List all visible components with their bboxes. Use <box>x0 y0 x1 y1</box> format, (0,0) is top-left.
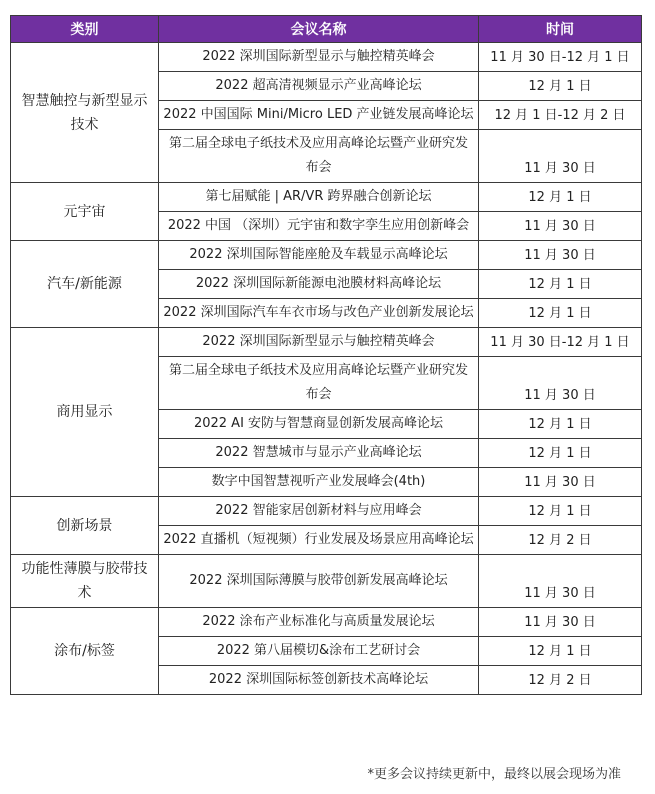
meeting-name-cell: 2022 深圳国际标签创新技术高峰论坛 <box>159 666 479 695</box>
table-body <box>11 43 642 695</box>
meeting-name-cell: 2022 第八届模切&涂布工艺研讨会 <box>159 637 479 666</box>
table-row <box>11 328 642 357</box>
table-row <box>11 608 642 637</box>
category-cell: 功能性薄膜与胶带技术 <box>11 555 159 608</box>
meeting-time-cell: 12 月 2 日 <box>479 666 642 695</box>
footnote-text: *更多会议持续更新中，最终以展会现场为准 <box>367 767 621 782</box>
meeting-name-cell: 2022 深圳国际薄膜与胶带创新发展高峰论坛 <box>159 555 479 608</box>
meeting-time-cell: 11 月 30 日 <box>479 468 642 497</box>
meeting-name-cell: 2022 深圳国际汽车车衣市场与改色产业创新发展论坛 <box>159 299 479 328</box>
table-header-row <box>11 16 642 43</box>
meeting-time-cell: 12 月 1 日 <box>479 637 642 666</box>
meeting-name-cell: 2022 深圳国际智能座舱及车载显示高峰论坛 <box>159 241 479 270</box>
meeting-name-cell: 2022 深圳国际新能源电池膜材料高峰论坛 <box>159 270 479 299</box>
category-cell: 元宇宙 <box>11 183 159 241</box>
meeting-name-cell: 2022 AI 安防与智慧商显创新发展高峰论坛 <box>159 410 479 439</box>
meeting-time-cell: 12 月 1 日 <box>479 439 642 468</box>
meeting-time-cell: 11 月 30 日 <box>479 212 642 241</box>
category-cell: 智慧触控与新型显示技术 <box>11 43 159 183</box>
category-cell: 创新场景 <box>11 497 159 555</box>
category-cell: 涂布/标签 <box>11 608 159 695</box>
table-row <box>11 555 642 608</box>
conference-schedule-table <box>10 15 642 695</box>
meeting-name-cell: 2022 直播机（短视频）行业发展及场景应用高峰论坛 <box>159 526 479 555</box>
meeting-time-cell: 11 月 30 日 <box>479 555 642 608</box>
table-row <box>11 497 642 526</box>
meeting-time-cell: 12 月 2 日 <box>479 526 642 555</box>
meeting-name-cell: 2022 深圳国际新型显示与触控精英峰会 <box>159 43 479 72</box>
meeting-name-cell: 2022 智慧城市与显示产业高峰论坛 <box>159 439 479 468</box>
meeting-name-cell: 2022 涂布产业标准化与高质量发展论坛 <box>159 608 479 637</box>
meeting-time-cell: 11 月 30 日 <box>479 130 642 183</box>
category-cell: 商用显示 <box>11 328 159 497</box>
meeting-name-cell: 2022 中国 （深圳）元宇宙和数字孪生应用创新峰会 <box>159 212 479 241</box>
meeting-name-cell: 2022 深圳国际新型显示与触控精英峰会 <box>159 328 479 357</box>
meeting-time-cell: 11 月 30 日-12 月 1 日 <box>479 43 642 72</box>
meeting-time-cell: 12 月 1 日 <box>479 497 642 526</box>
category-cell: 汽车/新能源 <box>11 241 159 328</box>
meeting-name-cell: 2022 中国国际 Mini/Micro LED 产业链发展高峰论坛 <box>159 101 479 130</box>
meeting-name-cell: 2022 超高清视频显示产业高峰论坛 <box>159 72 479 101</box>
meeting-time-cell: 12 月 1 日-12 月 2 日 <box>479 101 642 130</box>
time-column-header: 时间 <box>479 16 642 43</box>
meeting-column-header: 会议名称 <box>159 16 479 43</box>
meeting-time-cell: 12 月 1 日 <box>479 299 642 328</box>
meeting-time-cell: 11 月 30 日 <box>479 608 642 637</box>
category-column-header: 类别 <box>11 16 159 43</box>
meeting-time-cell: 12 月 1 日 <box>479 270 642 299</box>
meeting-time-cell: 12 月 1 日 <box>479 72 642 101</box>
meeting-time-cell: 12 月 1 日 <box>479 183 642 212</box>
table-row <box>11 241 642 270</box>
meeting-time-cell: 11 月 30 日 <box>479 357 642 410</box>
meeting-time-cell: 11 月 30 日-12 月 1 日 <box>479 328 642 357</box>
table-row <box>11 183 642 212</box>
meeting-time-cell: 12 月 1 日 <box>479 410 642 439</box>
meeting-name-cell: 第七届赋能 | AR/VR 跨界融合创新论坛 <box>159 183 479 212</box>
meeting-name-cell: 数字中国智慧视听产业发展峰会(4th) <box>159 468 479 497</box>
meeting-name-cell: 第二届全球电子纸技术及应用高峰论坛暨产业研究发布会 <box>159 357 479 410</box>
meeting-time-cell: 11 月 30 日 <box>479 241 642 270</box>
table-row <box>11 43 642 72</box>
meeting-name-cell: 第二届全球电子纸技术及应用高峰论坛暨产业研究发布会 <box>159 130 479 183</box>
meeting-name-cell: 2022 智能家居创新材料与应用峰会 <box>159 497 479 526</box>
